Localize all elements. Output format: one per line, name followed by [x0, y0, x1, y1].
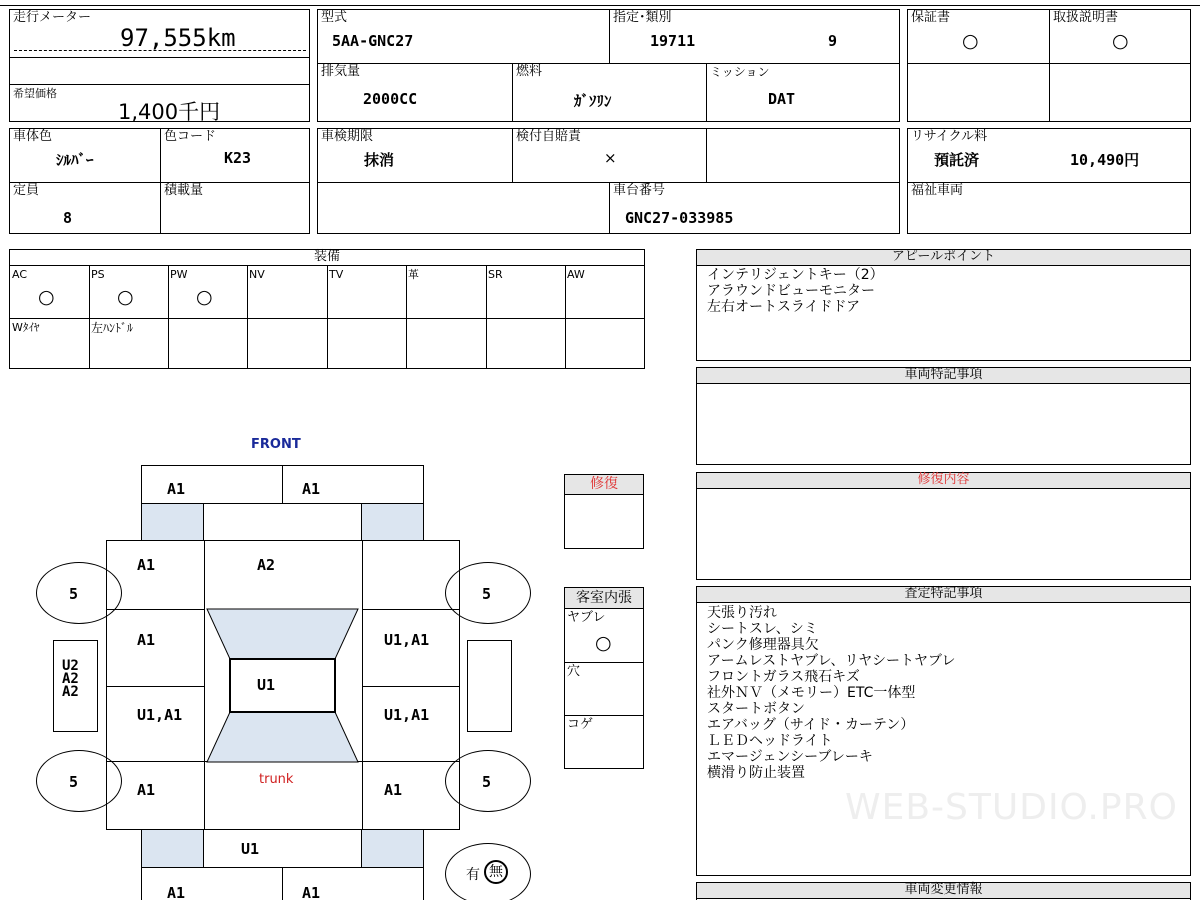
- front-label: FRONT: [251, 437, 301, 452]
- fender-right-grade: U1,A1: [384, 631, 430, 649]
- front-right-light[interactable]: [361, 503, 424, 541]
- warranty-box: [907, 9, 1191, 122]
- hood-center-grade: A2: [257, 556, 276, 574]
- roof-grade: U1: [257, 676, 276, 694]
- manual-label: 取扱説明書: [1053, 10, 1119, 25]
- fuel-label: 燃料: [516, 64, 543, 79]
- side-skirt-right[interactable]: [467, 640, 512, 732]
- inspection-label: 車検期限: [321, 129, 374, 144]
- repair-box-title: 修復: [565, 475, 643, 495]
- insurance-label: 検付自賠責: [516, 129, 582, 144]
- trunk-label: trunk: [259, 772, 294, 787]
- rear-bumper-right-grade: A1: [302, 884, 321, 900]
- interior-title: 客室内張: [565, 588, 643, 609]
- equip-ps-label: PS: [91, 268, 105, 281]
- meter-value: 97,555km: [120, 24, 236, 52]
- equipment-box: [9, 249, 645, 369]
- appeal-panel: [696, 249, 1191, 361]
- watermark: WEB-STUDIO.PRO: [845, 787, 1178, 828]
- model-label: 型式: [321, 10, 348, 25]
- interior-yabure-mark: ○: [595, 632, 612, 654]
- capacity-label: 定員: [13, 183, 40, 198]
- front-bumper-left-grade: A1: [167, 480, 186, 498]
- windshield-front[interactable]: [207, 609, 358, 659]
- equip-ps-value: ○: [117, 286, 134, 308]
- interior-hole-label: 穴: [567, 664, 581, 679]
- tire-rear-left-grade: 5: [69, 773, 79, 791]
- recycle-label: リサイクル料: [911, 129, 988, 144]
- repair-content-panel: [696, 472, 1191, 580]
- chassis-value: GNC27-033985: [625, 209, 734, 227]
- tire-front-right-grade: 5: [482, 585, 492, 603]
- spare-no-label: 無: [484, 860, 508, 884]
- notes-title: 車両特記事項: [697, 368, 1190, 384]
- door-right-grade: U1,A1: [384, 706, 430, 724]
- recycle-amount: 10,490円: [1070, 151, 1140, 169]
- displacement-value: 2000CC: [363, 90, 418, 108]
- meter-price-box: [9, 9, 310, 122]
- change-info-title: 車両変更情報: [697, 883, 1190, 899]
- model-value: 5AA-GNC27: [332, 32, 414, 50]
- fuel-value: ｶﾞｿﾘﾝ: [574, 92, 612, 110]
- warranty-value: ○: [962, 30, 979, 52]
- rear-left-light[interactable]: [141, 829, 204, 868]
- rear-right-light[interactable]: [361, 829, 424, 868]
- top-strip: [0, 0, 1200, 6]
- mission-label: ミッション: [710, 65, 770, 79]
- price-value: 1,400千円: [118, 100, 221, 124]
- interior-box: [564, 587, 644, 769]
- inspection-box: [317, 128, 900, 234]
- tire-front-left-grade: 5: [69, 585, 79, 603]
- side-skirt-left-grade: U2 A2 A2: [62, 658, 79, 700]
- designation-value-1: 19711: [650, 32, 696, 50]
- rear-bumper-left-grade: A1: [167, 884, 186, 900]
- recycle-status: 預託済: [934, 151, 980, 169]
- designation-value-2: 9: [828, 32, 838, 50]
- change-info-panel: [696, 882, 1191, 900]
- tail-grade: U1: [241, 840, 260, 858]
- color-value: ｼﾙﾊﾞｰ: [56, 151, 94, 169]
- equip-ac-value: ○: [38, 286, 55, 308]
- appeal-title: アピールポイント: [697, 250, 1190, 266]
- equip-pw-value: ○: [196, 286, 213, 308]
- color-box: [9, 128, 310, 234]
- door-left-grade: U1,A1: [137, 706, 183, 724]
- rear-right-grade: A1: [384, 781, 403, 799]
- windshield-rear[interactable]: [207, 712, 358, 762]
- assessment-title: 査定特記事項: [697, 587, 1190, 603]
- mission-value: DAT: [768, 90, 796, 108]
- fender-left-grade: A1: [137, 631, 156, 649]
- insurance-value: ×: [604, 149, 617, 167]
- front-bumper-right-grade: A1: [302, 480, 321, 498]
- equip-ac-label: AC: [12, 268, 28, 281]
- color-code-value: K23: [224, 149, 252, 167]
- equipment-title: 装備: [10, 250, 644, 266]
- repair-content-title: 修復内容: [697, 473, 1190, 489]
- tire-rear-right-grade: 5: [482, 773, 492, 791]
- displacement-label: 排気量: [321, 64, 361, 79]
- inspection-value: 抹消: [364, 151, 395, 169]
- equip-leather-label: 革: [408, 268, 419, 281]
- interior-yabure-label: ヤブレ: [567, 610, 606, 625]
- recycle-box: [907, 128, 1191, 234]
- warranty-label: 保証書: [911, 10, 951, 25]
- rear-left-grade: A1: [137, 781, 156, 799]
- price-label: 希望価格: [13, 87, 57, 100]
- tire-front-left[interactable]: [36, 562, 122, 624]
- color-label: 車体色: [13, 129, 53, 144]
- equip-nv-label: NV: [249, 268, 265, 281]
- assessment-text: 天張り汚れ シートスレ、シミ パンク修理器具欠 アームレストヤブレ、リヤシートヤブレ フロントガラス飛石キズ 社外ＮＶ（メモリー）ETC一体型 スタートボタン エアバッグ（サイド・カーテン） ＬＥＤヘッドライト エマージェンシーブレーキ 横滑り防止装置: [707, 605, 956, 781]
- load-label: 積載量: [164, 183, 204, 198]
- interior-burn-label: コゲ: [567, 717, 594, 732]
- roof[interactable]: [229, 658, 336, 713]
- front-left-light[interactable]: [141, 503, 204, 541]
- tire-rear-left[interactable]: [36, 750, 122, 812]
- designation-label: 指定･類別: [613, 10, 672, 25]
- equip-aw-label: AW: [567, 268, 585, 281]
- color-code-label: 色コード: [164, 129, 217, 144]
- spare-yes-label: 有: [466, 867, 480, 883]
- manual-value: ○: [1112, 30, 1129, 52]
- assessment-panel: [696, 586, 1191, 876]
- welfare-label: 福祉車両: [911, 183, 964, 198]
- notes-panel: [696, 367, 1191, 465]
- meter-label: 走行メーター: [13, 10, 92, 25]
- equip-tv-label: TV: [329, 268, 344, 281]
- equip-pw-label: PW: [170, 268, 188, 281]
- appeal-text: インテリジェントキー（2） アラウンドビューモニター 左右オートスライドドア: [707, 267, 884, 315]
- equip-wtire-label: Wﾀｲﾔ: [12, 321, 40, 334]
- equip-sr-label: SR: [488, 268, 503, 281]
- hood-left-grade: A1: [137, 556, 156, 574]
- capacity-value: 8: [63, 209, 73, 227]
- repair-box: [564, 474, 644, 549]
- equip-lefthandle-label: 左ﾊﾝﾄﾞﾙ: [91, 321, 134, 335]
- model-box: [317, 9, 900, 122]
- chassis-label: 車台番号: [613, 183, 666, 198]
